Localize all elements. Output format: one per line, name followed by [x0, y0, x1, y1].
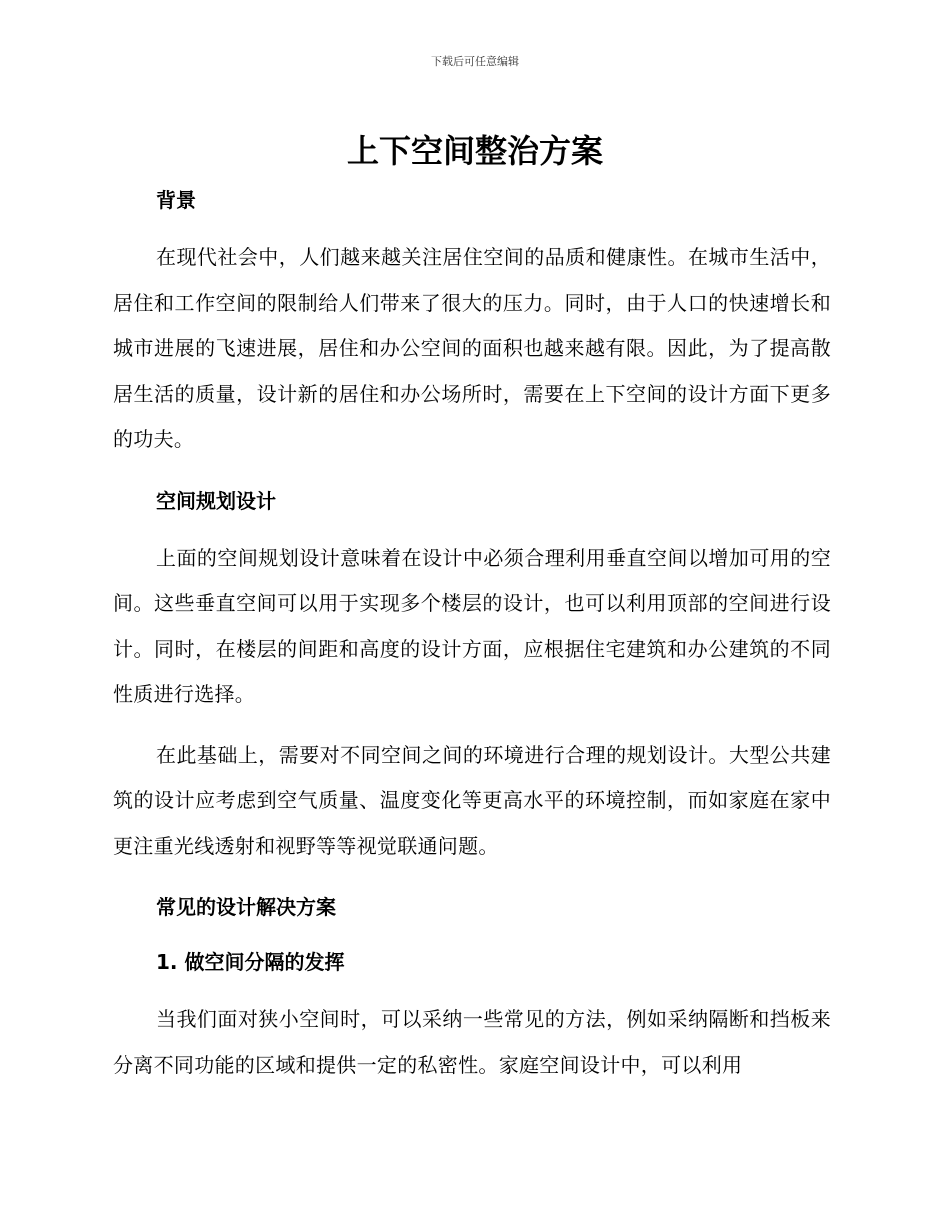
paragraph-background: 在现代社会中，人们越来越关注居住空间的品质和健康性。在城市生活中，居住和工作空间的限制给人们带来了很大的压力。同时，由于人口的快速增长和城市进展的飞速进展，居住和办公空间的面积也越来越有限。因此，为了提高散居生活的质量，设计新的居住和办公场所时，需要在上下空间的设计方面下更多的功夫。: [113, 245, 831, 451]
paragraph-solution-1: 当我们面对狭小空间时，可以采纳一些常见的方法，例如采纳隔断和挡板来分离不同功能的区域和提供一定的私密性。家庭空间设计中，可以利用: [113, 1007, 831, 1077]
paragraph-planning-1: 上面的空间规划设计意味着在设计中必须合理利用垂直空间以增加可用的空间。这些垂直空间可以用于实现多个楼层的设计，也可以利用顶部的空间进行设计。同时，在楼层的间距和高度的设计方面，应根据住宅建筑和办公建筑的不同性质进行选择。: [113, 545, 831, 706]
subsection-heading-solution-1: 1. 做空间分隔的发挥: [156, 950, 345, 974]
section-heading-background: 背景: [156, 188, 196, 212]
paragraph-planning-2: 在此基础上，需要对不同空间之间的环境进行合理的规划设计。大型公共建筑的设计应考虑到空气质量、温度变化等更高水平的环境控制，而如家庭在家中更注重光线透射和视野等等视觉联通问题。: [113, 742, 831, 858]
document-body: [113, 180, 831, 1088]
section-heading-planning: 空间规划设计: [156, 488, 276, 513]
document-title: 上下空间整治方案: [346, 132, 603, 170]
header-note: 下载后可任意编辑: [431, 55, 519, 68]
section-heading-solutions: 常见的设计解决方案: [156, 895, 336, 919]
